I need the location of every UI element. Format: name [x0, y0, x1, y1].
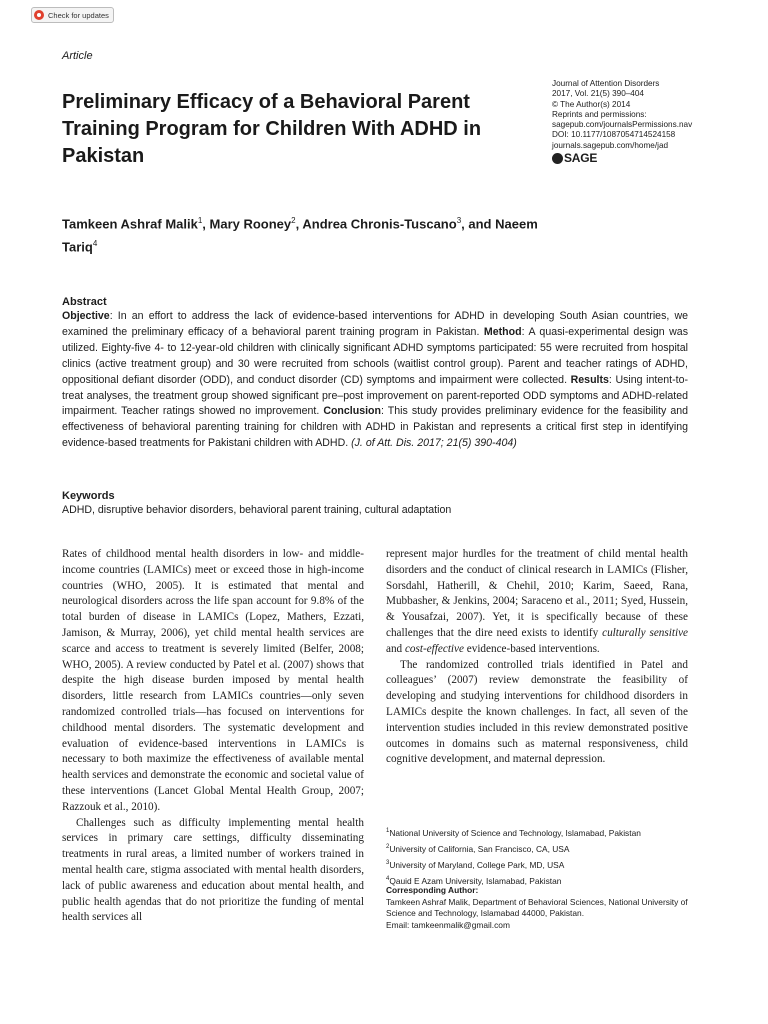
affiliation-text: University of California, San Francisco, CA, USA	[389, 843, 570, 854]
journal-volume: 2017, Vol. 21(5) 390–404	[552, 89, 644, 99]
corresponding-text: Tamkeen Ashraf Malik, Department of Behavioral Sciences, National University of Science and Technology, Islamabad 44000, Pakistan.	[386, 896, 688, 919]
affiliation-sup: 4	[386, 876, 390, 883]
affiliation-item	[386, 856, 688, 872]
body-text: represent major hurdles for the treatment of child mental health disorders and the conduct of clinical research in LAMICs (Flisher, Sorsdahl, Hatherill, & Chehil, 2010; Karim, Saeed, Rana, Mubbasher, & Jenkins, 2004; Saraceno et al., 2011; Syed, Hussein, & Yousafzai, 2007). Yet, it is specifically because of these challenges that the dire need exists to identify	[386, 548, 688, 639]
doi-text[interactable]: DOI: 10.1177/1087054714524158	[552, 130, 676, 140]
journal-copyright: © The Author(s) 2014	[552, 99, 631, 109]
body-paragraph: The randomized controlled trials identified in Patel and colleagues’ (2007) review demonstrate the feasibility of developing and studying interventions for childhood disorders in LAMICs despite the known challenges. In fact, all seven of the intervention studies included in this review demonstrated positive outcomes in domains such as maternal responsiveness, child cognitive development, and maternal depression.	[386, 658, 688, 766]
check-for-updates-label: Check for updates	[48, 10, 109, 20]
affiliation-sup: 3	[386, 860, 390, 867]
article-type-label: Article	[62, 50, 93, 62]
author-name: Tamkeen Ashraf Malik	[62, 216, 198, 232]
objective-label: Objective	[62, 310, 110, 322]
author-sep: ,	[202, 216, 210, 232]
body-text: and	[386, 642, 405, 655]
keywords-text: ADHD, disruptive behavior disorders, behavioral parent training, cultural adaptation	[62, 504, 452, 516]
reprints-link[interactable]: sagepub.com/journalsPermissions.nav	[552, 120, 693, 130]
body-left-column	[62, 547, 364, 926]
affiliation-item	[386, 840, 688, 856]
body-paragraph: Challenges such as difficulty implementing mental health services in primary care settings, difficulty disseminating treatments in rural areas, a limited number of workers trained in mental health care, stigma associated with mental health disorders, lack of public awareness and education about mental health, and public health agendas that do not prioritize the funding of mental health services all	[62, 816, 364, 924]
affiliation-item	[386, 824, 688, 840]
author-affil-sup: 3	[456, 216, 462, 225]
conclusion-text: : This study provides preliminary evidence for the feasibility and effectiveness of behavioral parenting training for children with ADHD in Pakistan and represents a critical first step in identifying evidence-based treatments for Pakistani children with ADHD.	[62, 405, 688, 450]
author-name: Naeem Tariq	[62, 216, 538, 255]
results-text: : Using intent-to-treat analyses, the treatment group showed significant pre–post improvement on parent-reported ODD symptoms and ADHD-related impairment. Teacher ratings showed no improvement.	[62, 373, 688, 418]
method-text: : A quasi-experimental design was utilized. Eighty-five 4- to 12-year-old children with clinically significant ADHD symptoms participated: 55 were recruited from hospital clinics (active treatment group) and 30 were recruited from schools (waitlist control group). Parent and teacher ratings of ADHD, oppositional defiant disorder (ODD), and conduct disorder (CD) symptoms and impairment were collected.	[62, 325, 688, 386]
sage-logo-text: SAGE	[564, 151, 598, 166]
affiliation-sup: 1	[386, 828, 390, 834]
corresponding-email[interactable]: Email: tamkeenmalik@gmail.com	[386, 919, 510, 930]
author-sep: ,	[295, 216, 303, 232]
journal-home-link[interactable]: journals.sagepub.com/home/jad	[552, 140, 669, 150]
affiliation-text: National University of Science and Technology, Islamabad, Pakistan	[389, 827, 641, 838]
affiliation-sup: 2	[386, 844, 390, 851]
corresponding-author	[386, 885, 688, 931]
sage-logo-icon	[552, 153, 563, 164]
corresponding-heading: Corresponding Author:	[386, 885, 479, 895]
keywords-heading: Keywords	[62, 490, 115, 502]
keywords-section	[62, 490, 688, 518]
author-affil-sup: 4	[92, 239, 98, 249]
crossmark-icon	[34, 10, 44, 20]
reprints-label: Reprints and permissions:	[552, 109, 647, 119]
author-list	[62, 211, 562, 258]
abstract-heading: Abstract	[62, 296, 107, 308]
objective-text: : In an effort to address the lack of evidence-based interventions for ADHD in developing South Asian countries, we examined the preliminary efficacy of a behavioral parent training program in Pakistan.	[62, 310, 688, 338]
body-emphasis: culturally sensitive	[602, 626, 688, 639]
author-name: Andrea Chronis-Tuscano	[302, 216, 457, 232]
affiliations	[386, 824, 688, 888]
paper-title: Preliminary Efficacy of a Behavioral Parent Training Program for Children With ADHD in Pakistan	[62, 91, 482, 167]
author-sep: , and	[461, 216, 496, 232]
results-label: Results	[570, 373, 609, 386]
check-for-updates-badge[interactable]	[31, 7, 114, 23]
abstract-section	[62, 296, 688, 452]
sage-logo	[552, 153, 752, 164]
abstract-citation: (J. of Att. Dis. 2017; 21(5) 390-404)	[351, 437, 517, 450]
author-affil-sup: 2	[291, 216, 296, 225]
journal-name: Journal of Attention Disorders	[552, 79, 660, 88]
author-affil-sup: 1	[197, 216, 203, 225]
affiliation-text: Qauid E Azam University, Islamabad, Pakistan	[389, 876, 562, 887]
affiliation-text: University of Maryland, College Park, MD, USA	[389, 859, 565, 870]
method-label: Method	[483, 325, 522, 338]
body-text: evidence-based interventions.	[463, 642, 600, 655]
journal-info	[552, 79, 752, 164]
body-emphasis: cost-effective	[404, 642, 464, 655]
abstract-text	[62, 309, 688, 452]
body-paragraph	[386, 547, 688, 658]
body-right-column	[386, 547, 688, 768]
conclusion-label: Conclusion	[323, 405, 381, 418]
body-paragraph: Rates of childhood mental health disorders in low- and middle-income countries (LAMICs) meet or exceed those in high-income countries (WHO, 2005). It is estimated that mental and neurological disorders across the life span account for 9.8% of the total burden of disease in LAMICs (Lopez, Mathers, Ezzati, Jamison, & Murray, 2006), yet child mental health services are scarce and access to treatment is severely limited (Belfer, 2008; WHO, 2005). A review conducted by Patel et al. (2007) shows that despite the high disease burden imposed by mental health disorders, little research from LAMICs countries—only seven randomized controlled trials—has focused on interventions for childhood mental disorders. The systematic development and evaluation of evidence-based interventions in LAMICs is necessary to both maximize the effectiveness of available mental health services and demonstrate the economic and societal value of these interventions (Lancet Global Mental Health Group, 2007; Razzouk et al., 2010).	[62, 548, 364, 813]
author-name: Mary Rooney	[209, 216, 292, 232]
